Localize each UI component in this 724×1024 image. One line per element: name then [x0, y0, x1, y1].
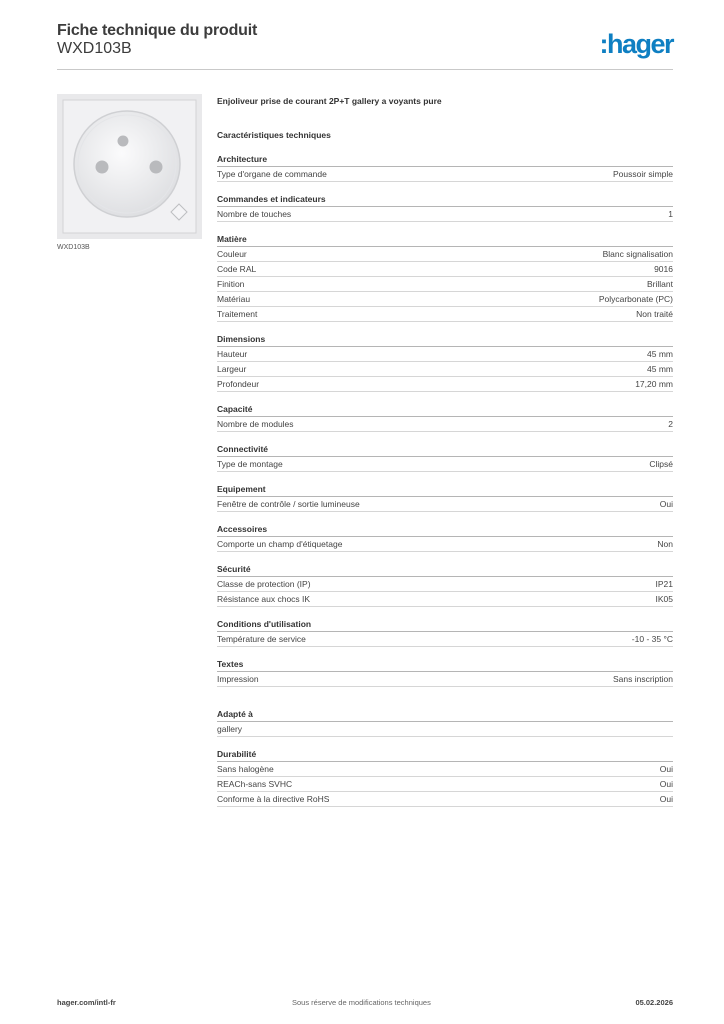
spec-row	[217, 292, 673, 307]
spec-label: Nombre de modules	[217, 419, 294, 429]
product-image	[57, 94, 202, 239]
spec-row	[217, 362, 673, 377]
spec-row	[217, 672, 673, 687]
spec-value: Clipsé	[649, 459, 673, 469]
section-title: Durabilité	[217, 747, 673, 762]
section-title: Architecture	[217, 152, 673, 167]
section-title: Sécurité	[217, 562, 673, 577]
section-title: Conditions d'utilisation	[217, 617, 673, 632]
spec-row	[217, 792, 673, 807]
spec-row	[217, 167, 673, 182]
spec-section	[217, 657, 673, 687]
spec-sections	[217, 152, 673, 807]
spec-label: Traitement	[217, 309, 258, 319]
spec-row	[217, 762, 673, 777]
document-header	[57, 22, 673, 70]
footer-disclaimer: Sous réserve de modifications techniques	[292, 998, 431, 1007]
spec-value: 45 mm	[647, 349, 673, 359]
spec-value: Polycarbonate (PC)	[598, 294, 673, 304]
spec-label: Température de service	[217, 634, 306, 644]
section-title: Capacité	[217, 402, 673, 417]
hager-logo: :hager	[599, 29, 673, 59]
spec-row	[217, 577, 673, 592]
spec-label: Hauteur	[217, 349, 248, 359]
spec-label: Impression	[217, 674, 259, 684]
section-title: Commandes et indicateurs	[217, 192, 673, 207]
spec-section	[217, 152, 673, 182]
spec-value: Sans inscription	[612, 674, 673, 684]
spec-row	[217, 307, 673, 322]
section-title: Adapté à	[217, 707, 673, 722]
spec-section	[217, 707, 673, 737]
spec-value: 2	[668, 419, 673, 429]
spec-value: 17,20 mm	[635, 379, 673, 389]
section-title: Matière	[217, 232, 673, 247]
spec-row	[217, 457, 673, 472]
spec-value: 45 mm	[647, 364, 673, 374]
spec-section	[217, 617, 673, 647]
spec-row	[217, 247, 673, 262]
spec-label: Conforme à la directive RoHS	[217, 794, 330, 804]
socket-cover-icon	[57, 94, 202, 239]
spec-section	[217, 232, 673, 322]
spec-section	[217, 747, 673, 807]
spec-label: Sans halogène	[217, 764, 274, 774]
spec-section	[217, 192, 673, 222]
spec-label: Finition	[217, 279, 245, 289]
product-description: Enjoliveur prise de courant 2P+T gallery a voyants pure	[217, 96, 442, 106]
spec-value: Non	[657, 539, 673, 549]
header-divider	[57, 69, 673, 70]
spec-value: Oui	[659, 764, 673, 774]
spec-label: Fenêtre de contrôle / sortie lumineuse	[217, 499, 360, 509]
spec-label: Profondeur	[217, 379, 260, 389]
spec-section	[217, 482, 673, 512]
spec-value: Poussoir simple	[613, 169, 673, 179]
spec-row	[217, 777, 673, 792]
spec-label: Code RAL	[217, 264, 257, 274]
spec-label: Largeur	[217, 364, 247, 374]
spec-row	[217, 632, 673, 647]
spec-row	[217, 417, 673, 432]
spec-value: -10 - 35 °C	[631, 634, 673, 644]
spec-row	[217, 277, 673, 292]
spec-value: IP21	[655, 579, 673, 589]
spec-value: Brillant	[647, 279, 673, 289]
section-title: Textes	[217, 657, 673, 672]
spec-label: Matériau	[217, 294, 251, 304]
spec-label: Résistance aux chocs IK	[217, 594, 311, 604]
spec-value: 9016	[654, 264, 673, 274]
spec-value: Oui	[659, 794, 673, 804]
footer-website: hager.com/intl-fr	[57, 998, 116, 1007]
spec-value: IK05	[655, 594, 673, 604]
spec-section	[217, 562, 673, 607]
spec-label: Type d'organe de commande	[217, 169, 327, 179]
section-title: Dimensions	[217, 332, 673, 347]
spec-value: Non traité	[636, 309, 673, 319]
product-reference: WXD103B	[57, 40, 132, 57]
document-title: Fiche technique du produit	[57, 22, 258, 39]
spec-row	[217, 537, 673, 552]
spec-section	[217, 402, 673, 432]
spec-section	[217, 442, 673, 472]
spec-label: REACh-sans SVHC	[217, 779, 293, 789]
spec-label: Classe de protection (IP)	[217, 579, 311, 589]
spec-row	[217, 347, 673, 362]
footer-date: 05.02.2026	[635, 998, 673, 1007]
specifications	[217, 94, 673, 807]
spec-section	[217, 522, 673, 552]
spec-row	[217, 207, 673, 222]
spec-label: Comporte un champ d'étiquetage	[217, 539, 343, 549]
spec-value: Oui	[659, 499, 673, 509]
section-title: Connectivité	[217, 442, 673, 457]
spec-value: Blanc signalisation	[602, 249, 673, 259]
spec-label: Couleur	[217, 249, 247, 259]
section-title: Equipement	[217, 482, 673, 497]
spec-label: Type de montage	[217, 459, 283, 469]
image-caption: WXD103B	[57, 244, 90, 251]
spec-row	[217, 497, 673, 512]
section-title: Accessoires	[217, 522, 673, 537]
spec-value: 1	[668, 209, 673, 219]
spec-row	[217, 377, 673, 392]
spec-label: gallery	[217, 724, 243, 734]
spec-row	[217, 592, 673, 607]
characteristics-heading: Caractéristiques techniques	[217, 130, 331, 140]
spec-value: Oui	[659, 779, 673, 789]
spec-row	[217, 262, 673, 277]
spec-section	[217, 332, 673, 392]
spec-row	[217, 722, 673, 737]
spec-label: Nombre de touches	[217, 209, 292, 219]
